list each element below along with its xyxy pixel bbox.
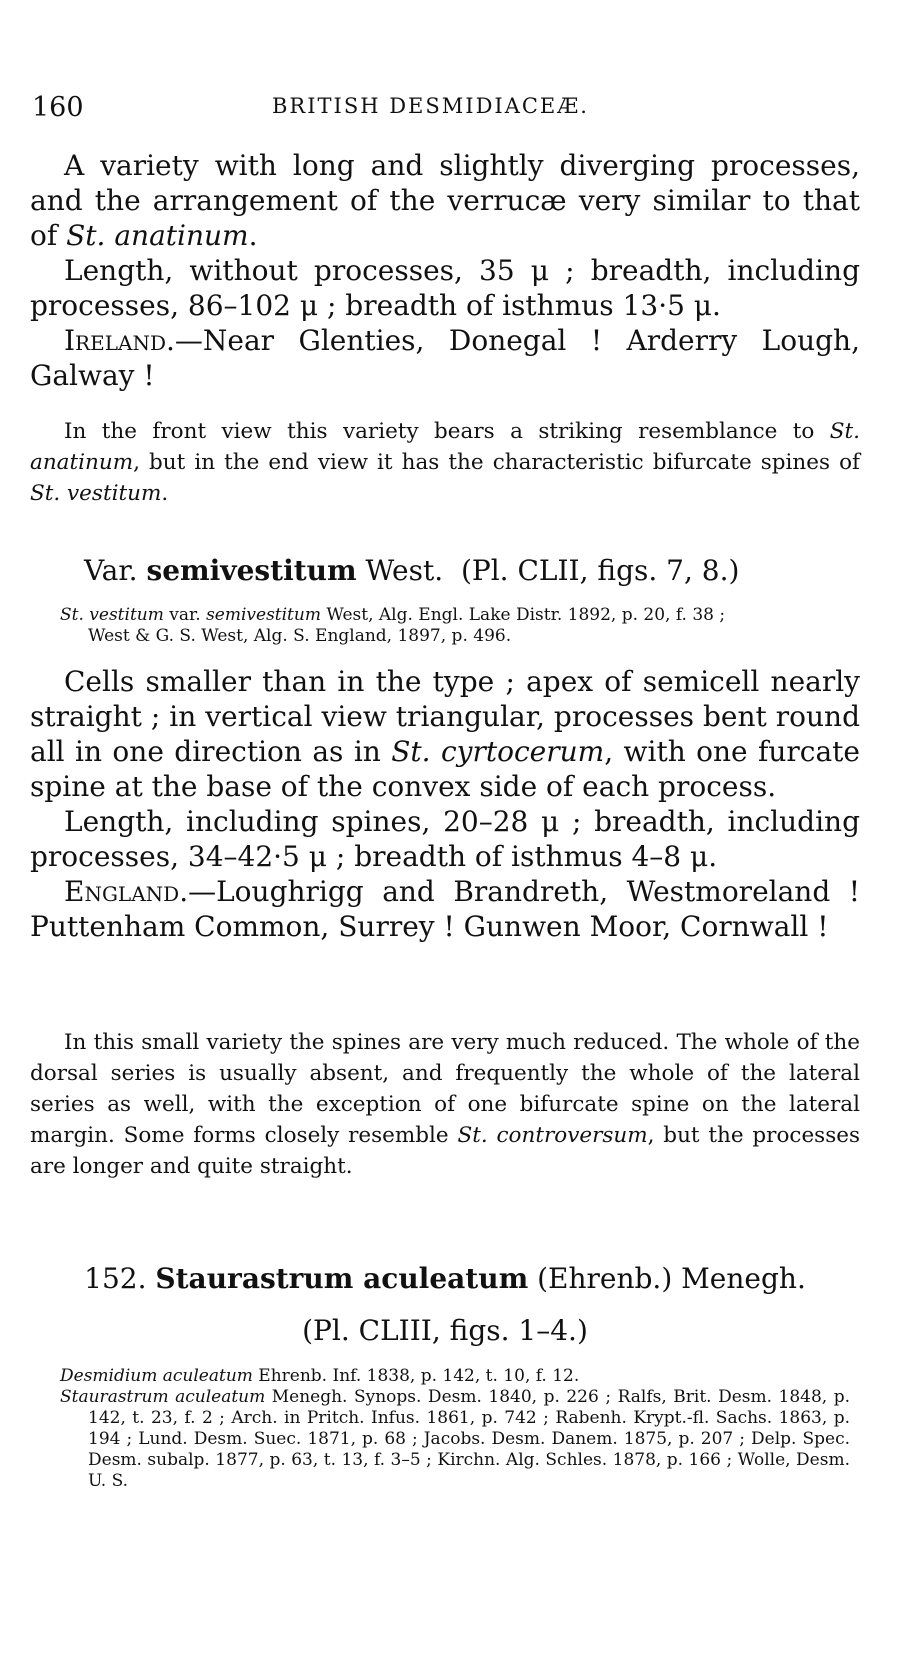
taxon-name: St. anatinum xyxy=(30,419,860,475)
running-title: BRITISH DESMIDIACEÆ. xyxy=(272,94,589,118)
locality: Ireland.—Near Glenties, Donegal ! Arderry Lough, Galway ! xyxy=(30,324,860,392)
variety-note: In the front view this variety bears a striking resemblance to St. anatinum, but in the end view it has the characteristic bifurcate spines of St. vestitum. xyxy=(30,419,860,506)
species-name: Staurastrum aculeatum xyxy=(155,1262,529,1295)
measurements: Length, including spines, 20–28 μ ; breadth, including processes, 34–42·5 μ ; breadth of isthmus 4–8 μ. xyxy=(30,805,860,873)
variety-heading: Var. semivestitum West. (Pl. CLII, figs. 7, 8.) xyxy=(84,554,740,587)
species-number: 152. xyxy=(84,1262,156,1295)
page-number: 160 xyxy=(32,92,84,123)
country: Ireland xyxy=(64,324,166,357)
measurements: Length, without processes, 35 μ ; breadth, including processes, 86–102 μ ; breadth of isthmus 13·5 μ. xyxy=(30,254,860,322)
variety-name: semivestitum xyxy=(146,554,357,587)
synonymy: Desmidium aculeatum Ehrenb. Inf. 1838, p. 142, t. 10, f. 12. Staurastrum aculeatum Menegh. Synops. Desm. 1840, p. 226 ; Ralfs, Brit. Desm. 1848, p. 142, t. 23, f. 2 ; Arch. in Pritch. Infus. 1861, p. 742 ; Rabenh. Krypt.-fl. Sachs. 1863, p. 194 ; Lund. Desm. Suec. 1871, p. 68 ; Jacobs. Desm. Danem. 1875, p. 207 ; Delp. Spec. Desm. subalp. 1877, p. 63, t. 13, f. 3–5 ; Kirchn. Alg. Schles. 1878, p. 166 ; Wolle, Desm. U. S. xyxy=(60,1366,850,1491)
taxon-name: St. anatinum xyxy=(66,219,249,252)
species-heading: 152. Staurastrum aculeatum (Ehrenb.) Menegh. xyxy=(84,1262,806,1295)
plate-reference: (Pl. CLII, figs. 7, 8.) xyxy=(460,554,740,587)
taxon-name: St. controversum xyxy=(457,1123,648,1148)
taxon-name: St. cyrtocerum xyxy=(391,735,605,768)
variety-description xyxy=(30,148,860,393)
locality: England.—Loughrigg and Brandreth, Westmoreland ! Puttenham Common, Surrey ! Gunwen Moor, Cornwall ! xyxy=(30,875,860,943)
page-header xyxy=(32,92,860,126)
variety-paragraph: A variety with long and slightly diverging processes, and the arrangement of the verrucæ very similar to that of St. anatinum. xyxy=(30,149,860,252)
plate-reference: (Pl. CLIII, figs. 1–4.) xyxy=(302,1314,588,1347)
variety-note: In this small variety the spines are very much reduced. The whole of the dorsal series is usually absent, and frequently the whole of the lateral series as well, with the exception of one bifurcate spine on the lateral margin. Some forms closely resemble St. controversum, but the processes are longer and quite straight. xyxy=(30,1030,860,1179)
country: England xyxy=(64,875,180,908)
variety-description: Cells smaller than in the type ; apex of semicell nearly straight ; in vertical view triangular, processes bent round all in one direction as in St. cyrtocerum, with one furcate spine at the base of the convex side of each process. Length, including spines, 20–28 μ ; breadth, including processes, 34–42·5 μ ; breadth of isthmus 4–8 μ. England.—Loughrigg and Brandreth, Westmoreland ! Puttenham Common, Surrey ! Gunwen Moor, Cornwall ! xyxy=(30,665,861,943)
taxon-name: St. vestitum xyxy=(30,481,162,506)
synonymy: St. vestitum var. semivestitum West, Alg. Engl. Lake Distr. 1892, p. 20, f. 38 ; West & G. S. West, Alg. S. England, 1897, p. 496. xyxy=(60,605,726,646)
